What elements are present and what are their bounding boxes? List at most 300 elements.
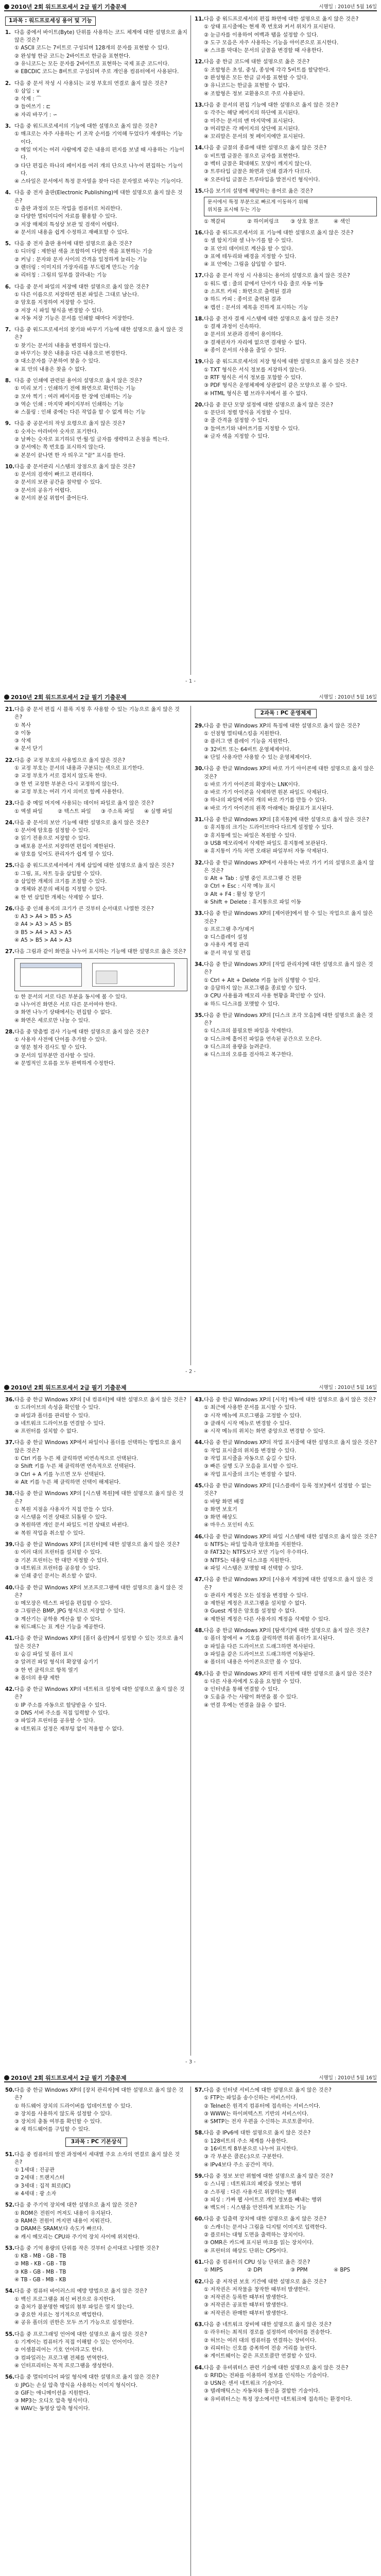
- question-text: 다음 중 정보 보안 위협에 대한 설명으로 옳지 않은 것은?: [204, 2173, 334, 2179]
- answer-option: ② 표 안의 데이터로 계산을 할 수 있다.: [204, 246, 293, 252]
- answer-option: ④ 문법적인 오류를 모두 완벽하게 수정한다.: [14, 1060, 115, 1066]
- answer-option: ② 알려진 파일 형식의 확장명 숨기기: [14, 1659, 99, 1666]
- answer-option: ④ TB - GB - MB - KB: [14, 2277, 66, 2283]
- question-number: 7.: [5, 327, 11, 333]
- answer-option: ① 휴지통의 크기는 드라이브마다 다르게 설정할 수 있다.: [204, 825, 334, 831]
- question: [195, 315, 377, 354]
- answer-option: ② 응답하지 않는 프로그램을 종료할 수 있다.: [204, 985, 307, 991]
- question: [195, 1012, 377, 1059]
- answer-option: ① 메모장은 텍스트 파일을 편집할 수 있다.: [14, 1601, 112, 1607]
- answer-option: ② 바꾸기는 찾은 내용을 다른 내용으로 변경한다.: [14, 351, 127, 357]
- answer-option: ① 백신 프로그램을 최신 버전으로 유지한다.: [14, 2296, 115, 2302]
- question-stem: [5, 240, 187, 248]
- question-text: 다음 중 인쇄 용지의 크기가 큰 것부터 순서대로 나열한 것은?: [14, 906, 154, 912]
- question: [195, 816, 377, 855]
- answer-option: ② 하이퍼링크: [247, 218, 279, 225]
- question: [5, 800, 187, 816]
- answer-option: ① FTP는 파일을 송수신하는 서비스이다.: [204, 2095, 298, 2102]
- answer-option: ④ 프린터를 설치할 수 없다.: [14, 1429, 78, 1435]
- question-text: 다음 중 메일 머지에 사용되는 데이터 파일로 옳지 않은 것은?: [14, 801, 154, 807]
- answer-option: ④ 암호를 잊어도 관리자가 쉽게 열 수 있다.: [14, 852, 114, 858]
- question-text: 다음 중 한글 Windows XP의 [작업 관리자]에 대한 설명으로 옳지 않은 것은?: [204, 962, 373, 976]
- answer-option: ② 디스플레이 설정: [204, 935, 248, 941]
- question-number: 23.: [5, 801, 15, 807]
- answer-option: ④ 마우스 포인터 속도: [204, 1522, 254, 1529]
- question: [195, 144, 377, 183]
- question-number: 6.: [5, 284, 11, 290]
- answer-option: ② 시작 메뉴에 프로그램을 고정할 수 있다.: [204, 1413, 302, 1419]
- question-text: 다음 중 교정 부호의 사용법으로 옳지 않은 것은?: [14, 757, 126, 764]
- question-text: 다음 중 프로그래밍 언어에 대한 설명으로 옳지 않은 것은?: [14, 2331, 147, 2337]
- question-figure: [14, 958, 187, 991]
- question-stem: [5, 2151, 187, 2167]
- answer-options-row: [5, 808, 187, 816]
- question: [5, 862, 187, 901]
- question-text: 다음 중 글꼴의 종류에 대한 설명으로 옳지 않은 것은?: [204, 145, 326, 151]
- question-text: 다음 중 컴퓨터 바이러스의 예방 방법으로 옳지 않은 것은?: [14, 2289, 147, 2295]
- right-column: [195, 1396, 377, 1713]
- question-stem: [5, 377, 187, 385]
- section-heading: 3과목 : PC 기본상식: [65, 2138, 127, 2147]
- question: [5, 1490, 187, 1537]
- answer-option: ④ 색인: [334, 218, 351, 225]
- question-text: 다음 그림과 같이 화면을 나누어 표시하는 기능에 대한 설명으로 옳은 것은?: [14, 949, 186, 955]
- answer-option: ① IP 주소를 자동으로 할당받을 수 있다.: [14, 1702, 107, 1708]
- answer-option: ④ 하드 디스크를 포맷할 수 있다.: [204, 1001, 280, 1007]
- answer-option: ① 그림, 표, 차트 등을 삽입할 수 있다.: [14, 871, 102, 877]
- answer-option: ④ 리터칭 : 그림의 일부를 잘라내는 기능: [14, 273, 107, 279]
- question-stem: [195, 1396, 377, 1404]
- answer-option: ③ 들여쓰기와 내어쓰기를 지정할 수 있다.: [204, 426, 300, 432]
- question-stem: [195, 2321, 377, 2329]
- answer-option: ① 1세대 : 진공관: [14, 2167, 55, 2174]
- answer-option: ④ SMTP는 전자 우편을 수신하는 프로토콜이다.: [204, 2119, 314, 2125]
- answer-option: ④ 제한된 계정은 다른 사용자의 계정을 삭제할 수 있다.: [204, 1616, 330, 1622]
- question-number: 27.: [5, 949, 15, 955]
- question: [195, 272, 377, 311]
- answer-option: ③ 컴파일러는 프로그램 전체를 번역한다.: [14, 2355, 109, 2361]
- exam-date: 시행일 : 2010년 5월 16일: [319, 694, 377, 700]
- answer-option: ② 기본 프린터는 한 대만 지정할 수 있다.: [14, 1557, 109, 1564]
- question-text: 다음 중 공문서의 작성 요령으로 옳지 않은 것은?: [14, 421, 126, 427]
- question: [195, 229, 377, 268]
- answer-option: ② 허브는 여러 대의 컴퓨터를 연결하는 장비이다.: [204, 2337, 317, 2344]
- answer-option: ④ IPv4보다 주소 공간이 적다.: [204, 2162, 274, 2168]
- answer-option: ③ Alt + F4 : 활성 창 닫기: [204, 891, 266, 897]
- answer-option: ① 숫자는 아라비아 숫자로 표기한다.: [14, 429, 99, 435]
- dialog-thumbnail: [92, 963, 175, 987]
- question-number: 35.: [195, 1012, 204, 1019]
- answer-option: ① 스캐너는 문서나 그림을 디지털 이미지로 입력한다.: [204, 2224, 327, 2230]
- answer-option: ③ 화면 나누기 상태에서는 편집할 수 없다.: [14, 1010, 112, 1016]
- answer-option: ③ 파일과 프린터를 공유할 수 있다.: [14, 1718, 95, 1724]
- answer-option: ③ 역순 인쇄 : 마지막 페이지부터 인쇄하는 기능: [14, 401, 124, 408]
- question-stem: [195, 1439, 377, 1447]
- answer-option: ③ 3세대 : 집적 회로(IC): [14, 2183, 71, 2189]
- answer-option: ② 장치를 사용하지 않도록 설정할 수 있다.: [14, 2111, 112, 2117]
- answer-option: ③ 텔레매틱스는 자동차와 통신을 결합한 기술이다.: [204, 2388, 320, 2395]
- exam-page: [0, 2071, 381, 2576]
- question-text: 다음 중 멀티미디어 파일 형식에 대한 설명으로 옳지 않은 것은?: [14, 2375, 159, 2381]
- answer-option: ③ 빠른 실행 도구 모음을 표시할 수 있다.: [204, 1464, 298, 1470]
- answer-option: ② FAT32는 NTFS보다 보안 기능이 우수하다.: [204, 1550, 308, 1556]
- answer-option: ③ MP3는 오디오 압축 형식이다.: [14, 2398, 90, 2404]
- answer-option: ③ PPM: [290, 2267, 308, 2274]
- answer-option: ① 사용자 사전에 단어를 추가할 수 있다.: [14, 1037, 107, 1043]
- answer-option: ④ 프린터의 해상도 단위는 CPS이다.: [204, 2248, 288, 2254]
- answer-option: ③ 하나의 파일에 여러 개의 바로 가기를 만들 수 있다.: [204, 798, 327, 804]
- question-stem: [5, 1635, 187, 1651]
- answer-option: ① Ctrl 키를 누른 채 클릭하면 비연속적으로 선택된다.: [14, 1456, 138, 1462]
- question-text: 다음 중 한글 Windows XP의 [내 컴퓨터]에 대한 설명으로 옳지 않은 것은?: [14, 1397, 186, 1403]
- question-stem: [195, 2278, 377, 2286]
- question: [5, 2087, 187, 2134]
- question: [195, 1396, 377, 1435]
- page-number: - 3 -: [185, 2059, 196, 2065]
- answer-option: ③ 저장 시 파일 형식을 변경할 수 있다.: [14, 308, 103, 314]
- answer-option: ④ 유비쿼터스는 특정 장소에서만 네트워크에 접속하는 환경이다.: [204, 2396, 352, 2402]
- page-number: - 1 -: [185, 679, 196, 684]
- page-header: [4, 1385, 377, 1392]
- question-stem: [195, 1533, 377, 1541]
- answer-option: ④ 게이트웨이는 같은 프로토콜만 연결할 수 있다.: [204, 2353, 317, 2360]
- question-text: 다음 중 문서의 보안 기능에 대한 설명으로 옳지 않은 것은?: [14, 820, 149, 826]
- answer-option: ② 파일과 폴더를 관리할 수 있다.: [14, 1413, 90, 1419]
- question: [5, 463, 187, 502]
- question: [5, 706, 187, 753]
- question: [5, 420, 187, 459]
- question-text: 다음 중 주기억 장치에 대한 설명으로 옳지 않은 것은?: [14, 2202, 137, 2209]
- answer-option: ② 출처가 불분명한 메일의 첨부 파일은 열지 않는다.: [14, 2304, 134, 2310]
- answer-option: ④ 종이 문서의 사용을 줄일 수 있다.: [204, 348, 286, 354]
- answer-option: ② 영문 철자 검사도 할 수 있다.: [14, 1045, 87, 1051]
- question-text: 다음 중에서 바이트(Byte) 단위를 사용하는 코드 체계에 대한 설명으로 옳지 않은 것은?: [14, 29, 187, 44]
- question-number: 36.: [5, 1397, 15, 1403]
- answer-option: ① 복사: [14, 722, 31, 728]
- answer-option: ② 그림판은 BMP, JPG 형식으로 저장할 수 있다.: [14, 1608, 126, 1615]
- question-stem: [195, 401, 377, 409]
- answer-option: ② 2세대 : 트랜지스터: [14, 2175, 65, 2181]
- answer-option: ② 플로터는 대형 도면을 출력하는 장치이다.: [204, 2232, 305, 2239]
- answer-option: ③ 한 번 클릭으로 항목 열기: [14, 1667, 78, 1673]
- answer-option: ② MB - KB - GB - TB: [14, 2261, 66, 2267]
- question: [5, 1439, 187, 1486]
- question-text: 다음 중 컴퓨터의 CPU 성능 단위로 옳은 것은?: [204, 2259, 310, 2265]
- answer-option: ③ 각 부분은 콜론(:)으로 구분한다.: [204, 2154, 284, 2160]
- question-text: 다음 중 워드프로세서의 찾기와 바꾸기 기능에 대한 설명으로 옳지 않은 것은?: [14, 327, 183, 341]
- answer-option: ② 소프트 카피 : 화면으로 출력된 결과: [204, 289, 291, 295]
- question-stem: [195, 1012, 377, 1028]
- answer-option: ① 워드 랩 : 줄의 끝에서 단어가 다음 줄로 자동 이동: [204, 281, 323, 287]
- answer-option: ③ 개체와 본문의 배치를 지정할 수 있다.: [14, 887, 107, 893]
- answer-option: ④ 문서 작성 및 편집: [204, 950, 251, 956]
- question: [195, 2215, 377, 2255]
- exam-title: [4, 2074, 126, 2083]
- answer-option: ① 다른 이름으로 저장하면 원본 파일은 그대로 남는다.: [14, 292, 139, 298]
- answer-option: ④ Shift + Delete : 휴지통으로 파일 이동: [204, 899, 301, 905]
- question-stem: [5, 189, 187, 205]
- answer-option: ① 비트맵 글꼴은 점으로 글자를 표현한다.: [204, 153, 300, 159]
- answer-option: ③ 화면 해상도: [204, 1515, 237, 1521]
- question: [5, 2151, 187, 2198]
- answer-option: ① 한 문서의 서로 다른 부분을 동시에 볼 수 있다.: [14, 994, 127, 1000]
- answer-option: ④ 자리 바꾸기 : ∽: [14, 112, 58, 118]
- question-number: 22.: [5, 757, 15, 764]
- question-text: 다음 중 워드프로세서에서 개체 삽입에 대한 설명으로 옳지 않은 것은?: [14, 863, 175, 869]
- question-text: 다음 중 IPv6에 대한 설명으로 옳지 않은 것은?: [204, 2130, 311, 2137]
- exam-date: 시행일 : 2010년 5월 16일: [319, 4, 377, 10]
- question-stem: [195, 765, 377, 781]
- question-stem: [5, 862, 187, 870]
- reference-line: 문서에서 특정 부분으로 빠르게 이동하기 위해: [207, 199, 308, 206]
- question-stem: [5, 1584, 187, 1600]
- answer-option: ③ 대소문자를 구분하여 찾을 수 있다.: [14, 359, 100, 365]
- answer-option: ④ Alt 키를 누른 채 클릭하면 선택이 해제된다.: [14, 1479, 121, 1485]
- question-text: 다음 중 한글 Windows XP의 [시스템 복원]에 대한 설명으로 옳지 않은 것은?: [14, 1491, 184, 1505]
- column-divider: [190, 15, 191, 675]
- answer-options-row: [195, 2266, 377, 2274]
- question: [195, 15, 377, 55]
- answer-option: ① ASCII 코드는 7비트로 구성되며 128개의 문자를 표현할 수 있다.: [14, 45, 169, 52]
- answer-option: ③ 복원하면 개인 문서 파일도 이전 상태로 바뀐다.: [14, 1522, 129, 1529]
- answer-option: ② 다양한 멀티미디어 자료를 활용할 수 있다.: [14, 214, 117, 220]
- question-text: 다음 중 한글 Windows XP의 원격 지원에 대한 설명으로 옳지 않은 것은?: [204, 1671, 372, 1677]
- question-text: 다음 중 한글 Windows XP의 [장치 관리자]에 대한 설명으로 옳지 않은 것은?: [14, 2088, 184, 2102]
- answer-option: ① 책갈피: [204, 218, 226, 225]
- answer-option: ④ 캐시 메모리는 CPU와 주기억 장치 사이에 위치한다.: [14, 2234, 140, 2240]
- question-text: 다음 중 한글 Windows XP의 [디스크 조각 모음]에 대한 설명으로 옳은 것은?: [204, 1012, 373, 1027]
- question-stem: [195, 961, 377, 977]
- answer-option: ① 삽입 : ∨: [14, 88, 40, 94]
- answer-option: ③ PDF 형식은 운영체제에 상관없이 같은 모양으로 볼 수 있다.: [204, 383, 347, 389]
- answer-option: ① KB - MB - GB - TB: [14, 2253, 66, 2260]
- question-text: 다음 중 전자 결재 시스템에 대한 설명으로 옳지 않은 것은?: [204, 316, 338, 322]
- answer-option: ④ 문서의 내용을 쉽게 수정하고 재배포할 수 있다.: [14, 229, 129, 235]
- answer-option: ③ 도구 모음은 자주 사용하는 기능을 아이콘으로 표시한다.: [204, 40, 339, 46]
- question: [195, 2321, 377, 2360]
- question-stem: [5, 2245, 187, 2252]
- question-text: 다음 중 문서 작성 시 사용되는 용어의 설명으로 옳지 않은 것은?: [204, 273, 350, 279]
- window-thumbnail: [20, 963, 82, 987]
- answer-option: ① 문서의 검색이 빠르고 편리하다.: [14, 472, 94, 478]
- question-number: 9.: [5, 421, 11, 427]
- answer-option: ③ 계산기는 공학용 계산을 할 수 있다.: [14, 1616, 102, 1622]
- answer-option: ④ 4세대 : 광 소자: [14, 2191, 57, 2197]
- answer-option: ① NTFS는 파일 압축과 암호화를 지원한다.: [204, 1542, 303, 1548]
- question: [5, 1396, 187, 1435]
- question: [5, 2201, 187, 2241]
- question-number: 44.: [195, 1440, 204, 1446]
- answer-option: ② A4 > A3 > A5 > B5: [14, 922, 72, 928]
- question-stem: [195, 816, 377, 824]
- question-stem: [5, 326, 187, 342]
- answer-option: ① 저작권은 저작물을 창작한 때부터 발생한다.: [204, 2286, 310, 2293]
- answer-option: ② 화면 보호기: [204, 1506, 237, 1513]
- answer-option: ② 삽입한 개체의 크기를 조절할 수 있다.: [14, 878, 107, 885]
- answer-option: ① 문서에 암호를 설정할 수 있다.: [14, 828, 90, 834]
- answer-option: ④ 표 안에는 그림을 삽입할 수 없다.: [204, 262, 286, 268]
- question-number: 37.: [5, 1440, 15, 1446]
- page-header: [4, 694, 377, 702]
- answer-option: ③ 주소록 파일: [101, 808, 134, 815]
- question-text: 다음 중 문서 파일의 저장에 대한 설명으로 옳지 않은 것은?: [14, 284, 149, 290]
- question-text: 다음 중 한글 Windows XP에서 사용하는 바로 가기 키의 설명으로 옳지 않은 것은?: [204, 860, 374, 874]
- answer-option: ④ 문서 닫기: [14, 746, 43, 752]
- question-text: 다음 중 한글 코드에 대한 설명으로 옳은 것은?: [204, 59, 310, 65]
- question: [5, 240, 187, 279]
- page-header: [4, 2075, 377, 2082]
- answer-option: ① 디더링 : 제한된 색을 조합하여 다양한 색을 표현하는 기술: [14, 249, 153, 255]
- question-stem: [195, 15, 377, 23]
- question-stem: [5, 29, 187, 45]
- question: [5, 326, 187, 374]
- answer-option: ② Telnet은 원격지 컴퓨터에 접속하는 서비스이다.: [204, 2103, 321, 2109]
- question-stem: [195, 2215, 377, 2223]
- question: [195, 765, 377, 812]
- answer-option: ② RTF 형식은 서식 정보를 포함할 수 있다.: [204, 375, 303, 381]
- question-text: 다음 중 문서의 편집 기능에 대한 설명으로 옳지 않은 것은?: [204, 102, 338, 108]
- question: [5, 377, 187, 416]
- question: [195, 2364, 377, 2403]
- answer-option: ② 모아 찍기 : 여러 페이지를 한 장에 인쇄하는 기능: [14, 394, 132, 400]
- question-number: 49.: [195, 1671, 204, 1677]
- answer-option: ② 작업 표시줄을 자동으로 숨길 수 있다.: [204, 1456, 297, 1462]
- answer-option: ① 최근에 사용한 문서를 표시할 수 있다.: [204, 1405, 297, 1411]
- answer-option: ③ 디스크의 용량을 늘려준다.: [204, 1044, 271, 1050]
- question-number: 16.: [195, 230, 204, 236]
- answer-option: ② 디스크에 흩어진 파일을 연속된 공간으로 모은다.: [204, 1036, 322, 1042]
- question-number: 43.: [195, 1397, 204, 1403]
- answer-option: ② 메일 머지는 여러 사람에게 같은 내용의 편지를 보낼 때 사용하는 기능이다.: [14, 147, 185, 161]
- question-stem: [5, 948, 187, 956]
- question: [195, 2087, 377, 2126]
- answer-option: ① 각주는 해당 페이지의 하단에 표시된다.: [204, 110, 300, 116]
- answer-option: ④ 캡션 : 문서의 제목을 진하게 표시하는 기능: [204, 304, 308, 311]
- answer-option: ③ 클래식 시작 메뉴로 변경할 수 있다.: [204, 1420, 291, 1427]
- question-text: 다음 중 한글 Windows XP의 [탐색기]에 대한 설명으로 옳지 않은 것은?: [204, 1628, 369, 1634]
- exam-page: [0, 0, 381, 690]
- question: [195, 358, 377, 397]
- answer-option: ③ 한 번 교정한 부분은 다시 교정하지 않는다.: [14, 781, 119, 787]
- section-heading: 2과목 : PC 운영체제: [255, 709, 317, 718]
- exam-title: [4, 693, 126, 702]
- left-column: [5, 2087, 187, 2417]
- reference-box: [204, 197, 377, 216]
- left-column: [5, 1396, 187, 1737]
- right-column: [195, 15, 377, 444]
- answer-option: ④ 워드패드는 표 계산 기능을 제공한다.: [14, 1624, 106, 1631]
- right-column: [195, 706, 377, 1063]
- answer-option: ③ 들여쓰기 : ⊏: [14, 104, 51, 110]
- question-stem: [195, 229, 377, 237]
- answer-option: ③ 표에 테두리와 배경을 지정할 수 있다.: [204, 253, 297, 260]
- answer-option: ① 복원 지점을 사용자가 직접 만들 수 있다.: [14, 1506, 114, 1513]
- question-text: 다음 중 입출력 장치에 대한 설명으로 옳지 않은 것은?: [204, 2216, 326, 2223]
- right-column: [195, 2087, 377, 2407]
- question-stem: [195, 1670, 377, 1678]
- question-number: 33.: [195, 911, 204, 917]
- question-text: 다음 중 한글 Windows XP의 [폴더 옵션]에서 설정할 수 있는 것으로 옳지 않은 것은?: [14, 1636, 184, 1650]
- question-number: 3.: [5, 124, 11, 130]
- question-text: 다음 보기의 설명에 해당하는 용어로 옳은 것은?: [204, 188, 313, 194]
- answer-option: ③ KB - GB - MB - TB: [14, 2269, 66, 2275]
- question-stem: [195, 1627, 377, 1635]
- question-stem: [195, 188, 377, 195]
- answer-option: ③ 사용자 계정 관리: [204, 942, 249, 948]
- question-number: 55.: [5, 2331, 15, 2337]
- question: [5, 757, 187, 796]
- question: [5, 1686, 187, 1733]
- exam-page: [0, 1381, 381, 2071]
- answer-option: ④ 표 안의 내용은 찾을 수 없다.: [14, 366, 87, 372]
- question-stem: [195, 2087, 377, 2094]
- answer-option: ③ 중요한 자료는 정기적으로 백업한다.: [14, 2312, 103, 2318]
- answer-option: ③ 배포용 문서로 저장하면 편집이 제한된다.: [14, 843, 115, 850]
- question-text: 다음 중 유비쿼터스 관련 기술에 대한 설명으로 옳지 않은 것은?: [204, 2365, 349, 2371]
- question-text: 다음 중 인쇄에 관련된 용어의 설명으로 옳지 않은 것은?: [14, 378, 142, 384]
- question-number: 24.: [5, 820, 15, 826]
- answer-option: ② 시스템을 이전 상태로 되돌릴 수 있다.: [14, 1515, 107, 1521]
- left-column: [5, 706, 187, 1071]
- answer-option: ② USN은 센서 네트워크 기술이다.: [204, 2381, 284, 2387]
- question: [195, 401, 377, 440]
- question-text: 다음 중 네트워크 장비에 대한 설명으로 옳지 않은 것은?: [204, 2322, 332, 2328]
- question-number: 13.: [195, 102, 204, 108]
- bullet-icon: [4, 4, 9, 9]
- question-stem: [5, 2201, 187, 2209]
- question: [5, 2287, 187, 2327]
- answer-option: ③ B5 > A4 > A3 > A5: [14, 929, 72, 936]
- answer-option: ③ 결재권자가 자리에 없으면 결재할 수 없다.: [204, 340, 307, 346]
- answer-option: ① 라우터는 최적의 경로를 설정하여 데이터를 전송한다.: [204, 2330, 332, 2336]
- answer-option: ④ HTML 형식은 웹 브라우저에서 볼 수 없다.: [204, 391, 308, 397]
- question-stem: [195, 2129, 377, 2137]
- question: [195, 1482, 377, 1530]
- answer-option: ③ 유니코드는 한글을 표현할 수 없다.: [204, 83, 290, 89]
- answer-option: ④ EBCDIC 코드는 8비트로 구성되며 주로 개인용 컴퓨터에서 사용된다.: [14, 69, 179, 75]
- question-number: 21.: [5, 707, 15, 713]
- question-number: 42.: [5, 1687, 15, 1693]
- bullet-icon: [4, 2075, 9, 2080]
- question-text: 다음 중 한글 Windows XP의 네트워크 설정에 대한 설명으로 옳지 않은 것은?: [14, 1687, 185, 1701]
- question-number: 45.: [195, 1483, 204, 1489]
- question-number: 14.: [195, 145, 204, 151]
- question-number: 38.: [5, 1491, 15, 1497]
- answer-option: ③ 파일을 같은 드라이브로 드래그하면 이동된다.: [204, 1651, 315, 1657]
- answer-option: ① 매크로는 자주 사용하는 키 조작 순서를 기억해 두었다가 재생하는 기능이다.: [14, 131, 183, 145]
- question-number: 62.: [195, 2279, 204, 2285]
- column-divider: [190, 1396, 191, 2056]
- answer-option: ② 제한된 계정은 프로그램을 설치할 수 없다.: [204, 1601, 307, 1607]
- question-stem: [5, 283, 187, 291]
- answer-option: ③ 도움을 주는 사람이 화면을 볼 수 있다.: [204, 1694, 298, 1701]
- answer-option: ② 줄 간격을 설정할 수 있다.: [204, 418, 269, 424]
- exam-title: [4, 3, 126, 12]
- answer-option: ③ 네트워크 프린터를 공유할 수 있다.: [14, 1565, 100, 1571]
- question: [5, 283, 187, 323]
- question: [5, 1584, 187, 1632]
- bullet-icon: [4, 1385, 9, 1390]
- question-stem: [195, 2259, 377, 2266]
- answer-option: ④ WAV는 동영상 압축 형식이다.: [14, 2406, 90, 2412]
- question: [5, 123, 187, 185]
- answer-option: ① 교정 부호는 문서의 내용과 구분되는 색으로 표기한다.: [14, 766, 144, 772]
- question-text: 다음 중 전자 출판(Electronic Publishing)에 대한 설명으로 옳지 않은 것은?: [14, 190, 183, 204]
- question-text: 다음 중 워드프로세서의 편집 화면에 대한 설명으로 옳지 않은 것은?: [204, 16, 359, 22]
- answer-option: ④ 폴더의 용량 제한: [14, 1675, 60, 1681]
- answer-option: ② Ctrl + Esc : 시작 메뉴 표시: [204, 884, 275, 890]
- question-text: 다음 중 컴퓨터의 발전 과정에서 세대별 주요 소자의 연결로 옳지 않은 것은?: [14, 2151, 180, 2165]
